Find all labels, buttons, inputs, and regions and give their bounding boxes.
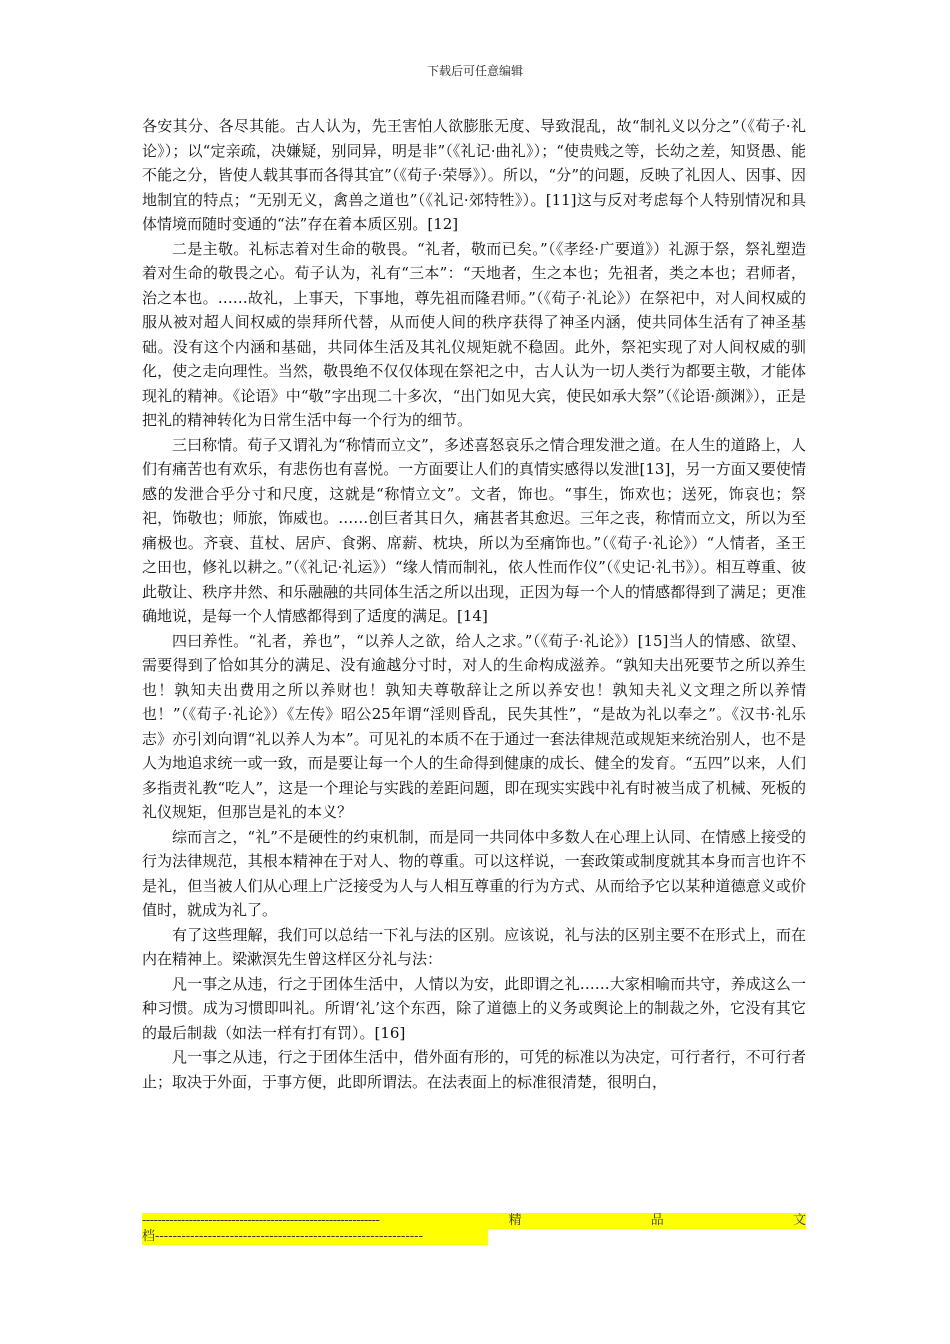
footer-line-1 <box>142 1213 806 1229</box>
page-header: 下载后可任意编辑 <box>426 64 523 78</box>
footer-line-2 <box>142 1229 488 1245</box>
body-paragraph: 综而言之，“礼”不是硬性的约束机制，而是同一共同体中多数人在心理上认同、在情感上接受的行为法律规范，其根本精神在于对人、物的尊重。可以这样说，一套政策或制度就其本身而言也许不是礼，但当被人们从心理上广泛接受为人与人相互尊重的行为方式、从而给予它以某种道德意义或价值时，就成为礼了。 <box>142 827 806 919</box>
footer-char-dang: 档 <box>142 1229 156 1244</box>
body-paragraph: 三曰称情。荀子又谓礼为“称情而立文”，多述喜怒哀乐之情合理发泄之道。在人生的道路上，人们有痛苦也有欢乐，有悲伤也有喜悦。一方面要让人们的真情实感得以发泄[13]，另一方面又要使情感的发泄合乎分寸和尺度，这就是“称情立文”。文者，饰也。“事生，饰欢也；送死，饰哀也；祭祀，饰敬也；师旅，饰威也。……创巨者其日久，痛甚者其愈迟。三年之丧，称情而立文，所以为至痛极也。齐衰、苴杖、居庐、食粥、席薪、枕块，所以为至痛饰也。”（《荀子·礼论》）“人情者，圣王之田也，修礼以耕之。”（《礼记·礼运》）“缘人情而制礼，依人性而作仪”（《史记·礼书》）。相互尊重、彼此敬让、秩序井然、和乐融融的共同体生活之所以出现，正因为每一个人的情感都得到了满足；更准确地说，是每一个人情感都得到了适度的满足。[14] <box>142 435 806 625</box>
footer-char-pin: 品 <box>650 1213 664 1228</box>
body-paragraph: 四曰养性。“礼者，养也”，“以养人之欲，给人之求。”（《荀子·礼论》）[15]当人的情感、欲望、需要得到了恰如其分的满足、没有逾越分寸时，对人的生命构成滋养。“孰知夫出死要节之所以养生也！孰知夫出费用之所以养财也！孰知夫尊敬辞让之所以养安也！孰知夫礼义文理之所以养情也！”（《荀子·礼论》）《左传》昭公25年谓“淫则昏乱，民失其性”，“是故为礼以奉之”。《汉书·礼乐志》亦引刘向谓“礼以养人为本”。可见礼的本质不在于通过一套法律规范或规矩来统治别人，也不是人为地追求统一或一致，而是要让每一个人的生命得到健康的成长、健全的发育。“五四”以来，人们多指责礼教“吃人”，这是一个理论与实践的差距问题，即在现实实践中礼有时被当成了机械、死板的礼仪规矩，但那岂是礼的本义？ <box>142 631 806 821</box>
block-quote-paragraph: 凡一事之从违，行之于团体生活中，人情以为安，此即谓之礼……大家相喻而共守，养成这么一种习惯。成为习惯即叫礼。所谓‘礼’这个东西，除了道德上的义务或舆论上的制裁之外，它没有其它的最后制裁（如法一样有打有罚）。[16] <box>142 974 806 1042</box>
block-quote-paragraph: 凡一事之从违，行之于团体生活中，借外面有形的，可凭的标准以为决定，可行者行，不可行者止；取决于外面，于事方便，此即所谓法。在法表面上的标准很清楚，很明白， <box>142 1048 806 1091</box>
footer-watermark-band <box>142 1213 806 1250</box>
body-paragraph: 有了这些理解，我们可以总结一下礼与法的区别。应该说，礼与法的区别主要不在形式上，而在内在精神上。梁漱溟先生曾这样区分礼与法： <box>142 925 806 968</box>
body-paragraph: 各安其分、各尽其能。古人认为，先王害怕人欲膨胀无度、导致混乱，故“制礼义以分之”（《荀子·礼论》）；以“定亲疏，决嫌疑，别同异，明是非”（《礼记·曲礼》）；“使贵贱之等，长幼之差，知贤愚、能不能之分，皆使人载其事而各得其宜”（《荀子·荣辱》）。所以，“分”的问题，反映了礼因人、因事、因地制宜的特点；“无别无义，禽兽之道也”（《礼记·郊特牲》）。[11]这与反对考虑每个人特别情况和具体情境而随时变通的“法”存在着本质区别。[12] <box>142 117 806 233</box>
footer-dashes-right: ------------------------------------------------------------- <box>155 1229 423 1244</box>
body-paragraph: 二是主敬。礼标志着对生命的敬畏。“礼者，敬而已矣。”（《孝经·广要道》）礼源于祭，祭礼塑造着对生命的敬畏之心。荀子认为，礼有“三本”：“天地者，生之本也；先祖者，类之本也；君师者，治之本也。……故礼，上事天，下事地，尊先祖而隆君师。”（《荀子·礼论》）在祭祀中，对人间权威的服从被对超人间权威的崇拜所代替，从而使人间的秩序获得了神圣内涵，使共同体生活有了神圣基础。没有这个内涵和基础，共同体生活及其礼仪规矩就不稳固。此外，祭祀实现了对人间权威的驯化，使之走向理性。当然，敬畏绝不仅仅体现在祭祀之中，古人认为一切人类行为都要主敬，才能体现礼的精神。《论语》中“敬”字出现二十多次，“出门如见大宾，使民如承大祭”（《论语·颜渊》），正是把礼的精神转化为日常生活中每一个行为的细节。 <box>142 239 806 429</box>
document-body <box>142 114 806 1094</box>
footer-dashes-left: ------------------------------------------------------------- <box>142 1213 380 1228</box>
footer-char-wen: 文 <box>792 1213 806 1228</box>
footer-char-jing: 精 <box>508 1213 522 1228</box>
